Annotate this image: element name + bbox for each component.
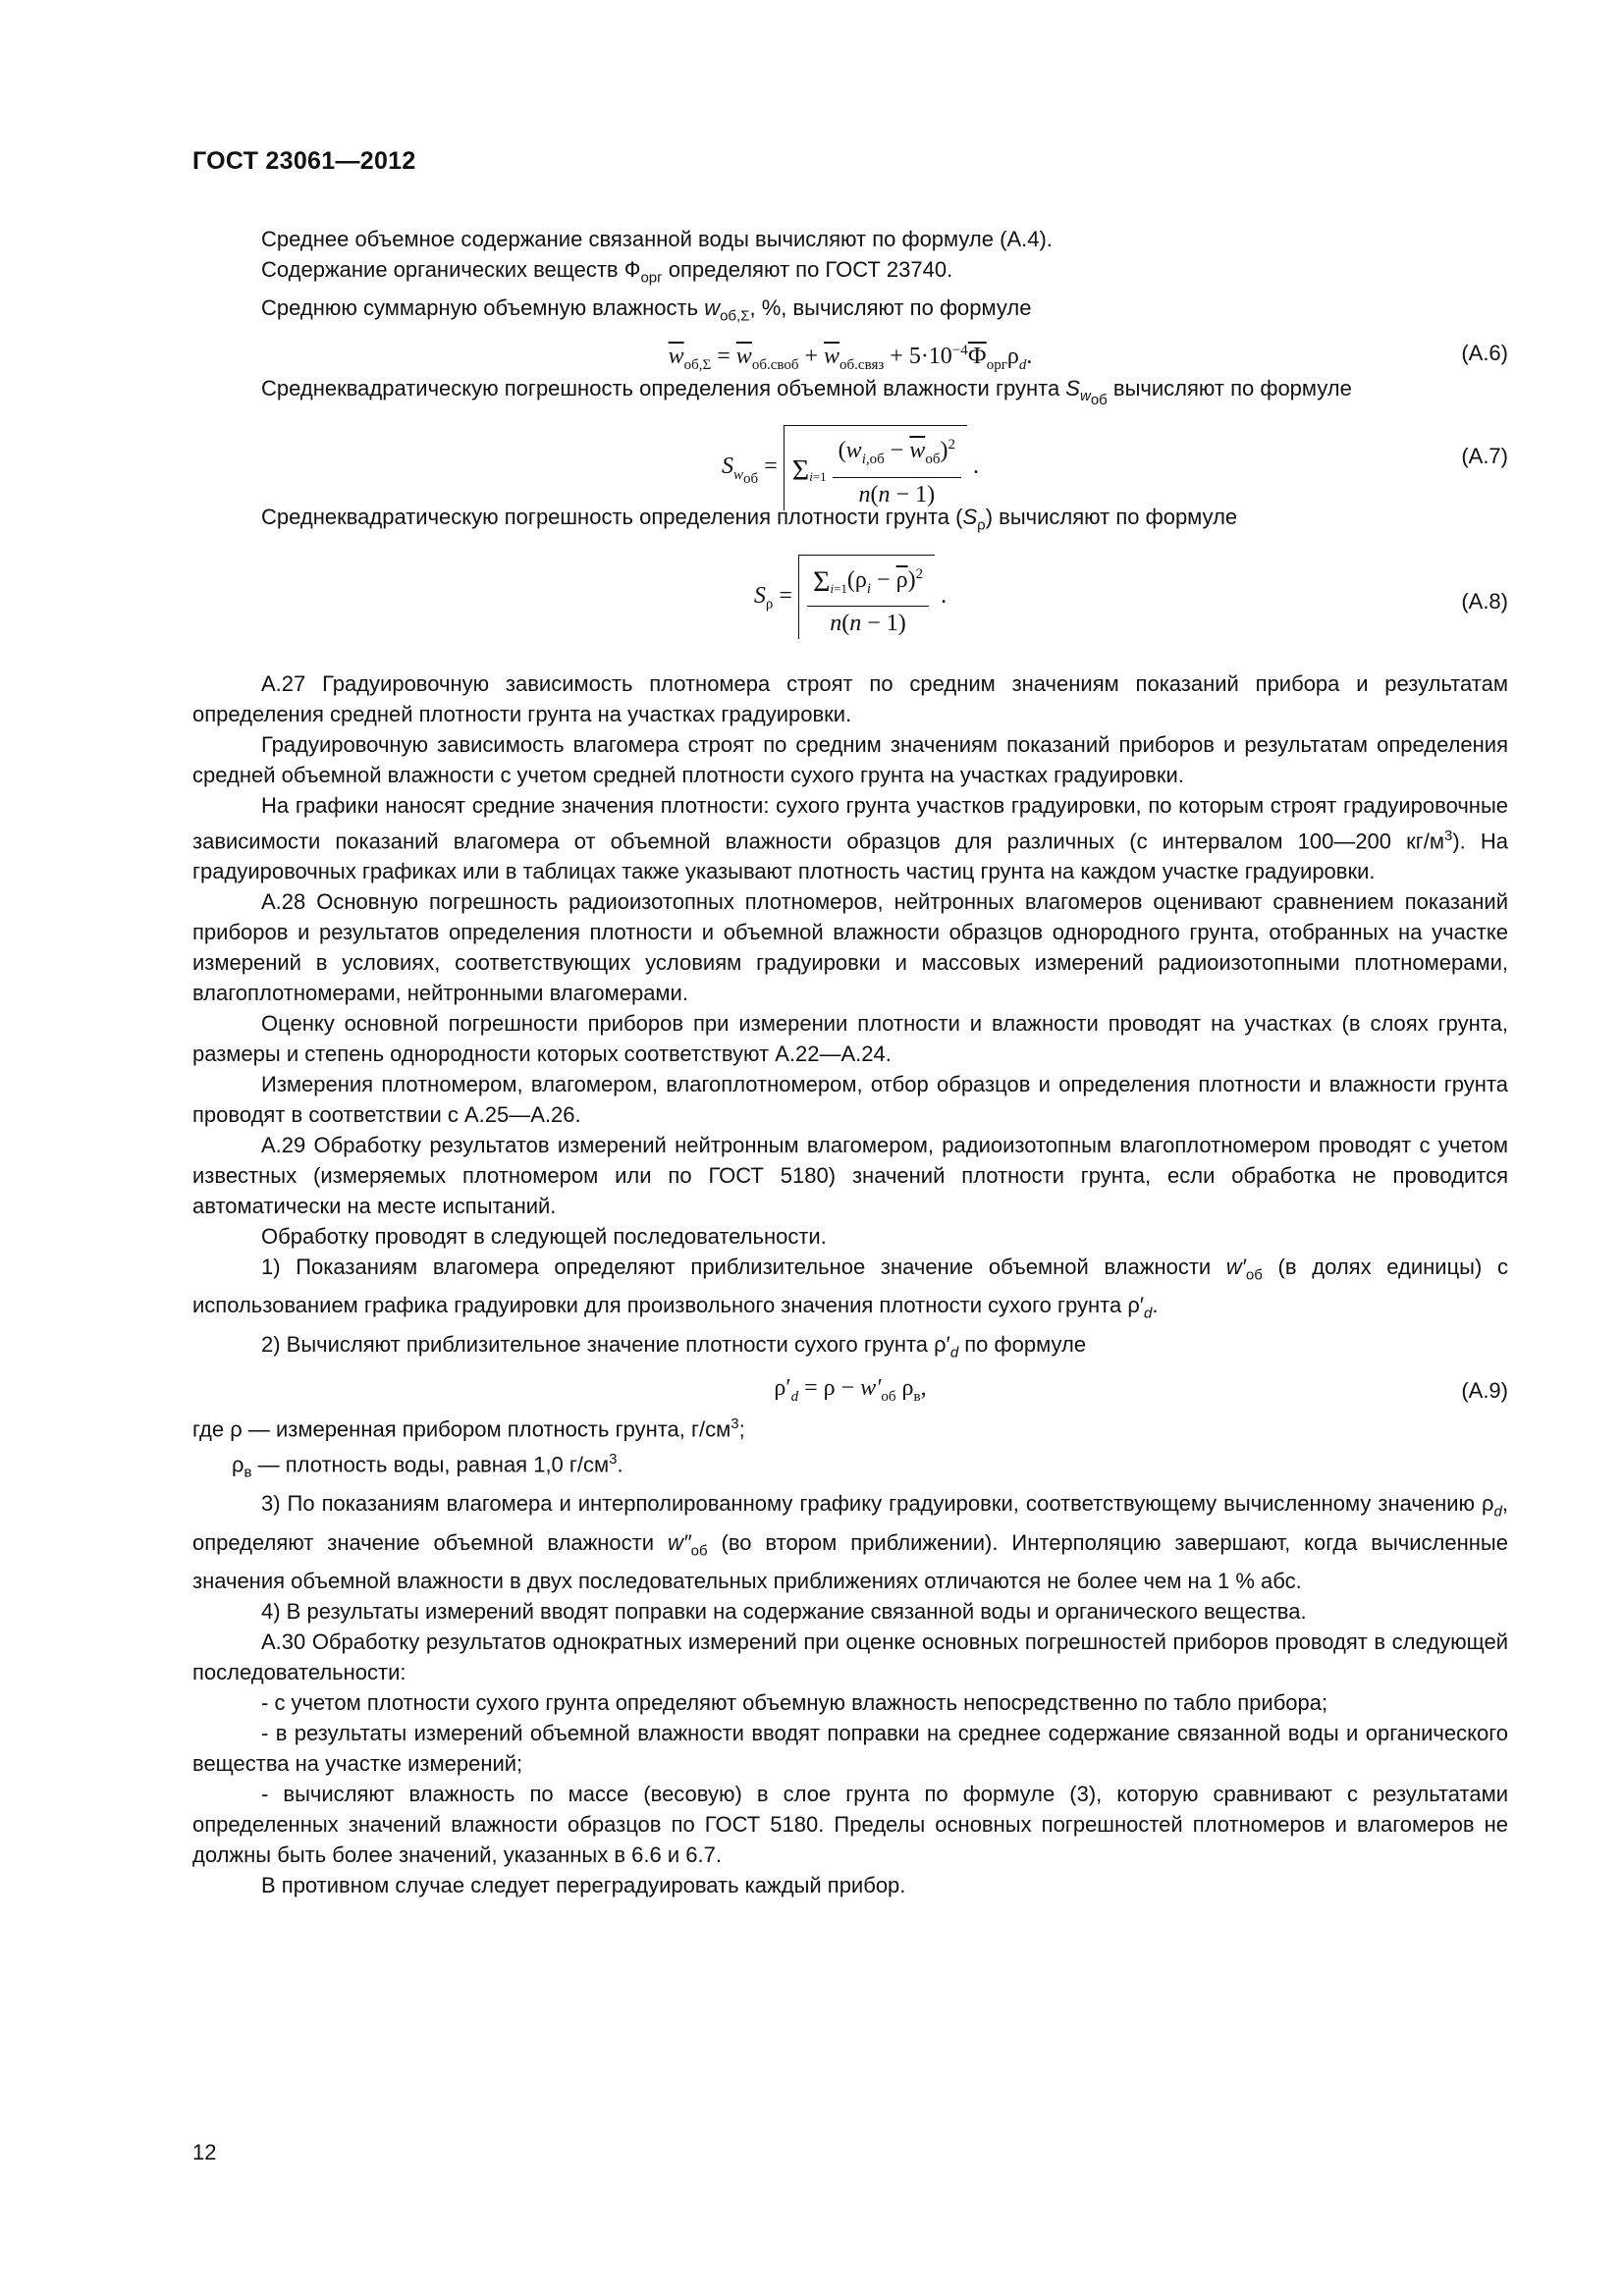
page-body	[192, 224, 1508, 1900]
paragraph: А.28 Основную погрешность радиоизотопных плотномеров, нейтронных влагомеров оценивают сравнением показаний приборов и результатов определения плотности и объемной влажности образцов однородного грунта, отобранных на участке измерений в условиях, соответствующих условиям градуировки и массовых измерений радиоизотопными плотномерами, влагоплотномерами, нейтронными влагомерами.	[192, 888, 1508, 1005]
paragraph: 2) Вычисляют приблизительное значение плотности сухого грунта $\rho'_d$ по формуле	[261, 1331, 1087, 1362]
page-number: 12	[192, 2140, 217, 2164]
paragraph: Среднее объемное содержание связанной воды вычисляют по формуле (А.4).	[261, 227, 1053, 251]
paragraph: 3) По показаниям влагомера и интерполированному графику градуировки, соответствующему вычисленному значению $\rho_d$, определяют значение объемной влажности $w''_{об}$ (во втором приближении). Интерполяцию завершают, когда вычисленные значения объемной влажности в двух последовательных приближениях отличаются не более чем на 1 % абс.	[192, 1491, 1508, 1593]
paragraph: Среднюю суммарную объемную влажность $w_{об,\Sigma}$, %, вычисляют по формуле	[261, 295, 1032, 325]
formula-a7-expression: $S_{w_{об}} = \Sigma_{i=1}$ $\frac{(w_{i,об} - \overline{w}_{об})^2}{n(n - 1)}$ .	[192, 425, 1508, 510]
formula-a9-expression: $\rho'_d = \rho - w'_{об}$ $\rho_в$,	[774, 1375, 927, 1405]
formula-a9	[192, 1367, 1508, 1409]
paragraph: На графики наносят средние значения плотности: сухого грунта участков градуировки, по которым строят градуировочные зависимости показаний влагомера от объемной влажности образцов для различных (с интервалом 100—200 $кг/м^3$). На градуировочных графиках или в таблицах также указывают плотность частиц грунта на каждом участке градуировки.	[192, 792, 1508, 883]
paragraph: В противном случае следует переградуировать каждый прибор.	[261, 1872, 906, 1897]
paragraph: Градуировочную зависимость влагомера строят по средним значениям показаний приборов и результатам определения средней объемной влажности с учетом средней плотности сухого грунта на участках градуировки.	[192, 731, 1508, 787]
paragraph: А.29 Обработку результатов измерений нейтронным влагомером, радиоизотопным влагоплотномером проводят с учетом известных (измеряемых плотномером или по ГОСТ 5180) значений плотности грунта, если обработка не проводится автоматически на месте испытаний.	[192, 1132, 1508, 1218]
paragraph: Измерения плотномером, влагомером, влагоплотномером, отбор образцов и определения плотности и влажности грунта проводят в соответствии с А.25—А.26.	[192, 1071, 1508, 1127]
paragraph: Оценку основной погрешности приборов при измерении плотности и влажности проводят на участках (в слоях грунта, размеры и степень однородности которых соответствуют А.22—А.24.	[192, 1010, 1508, 1066]
where-clause: где ρ — измеренная прибором плотность грунта, $г/см^3$;	[192, 1415, 745, 1442]
formula-a6	[192, 332, 1508, 373]
paragraph: 4) В результаты измерений вводят поправки на содержание связанной воды и органического вещества.	[261, 1598, 1307, 1624]
formula-a8	[192, 541, 1508, 659]
paragraph: Среднеквадратическую погрешность определения плотности грунта $(S_\rho)$ вычисляют по формуле	[261, 505, 1238, 534]
paragraph: А.27 Градуировочную зависимость плотномера строят по средним значениям показаний прибора и результатам определения средней плотности грунта на участках градуировки.	[192, 670, 1508, 726]
document-header: ГОСТ 23061—2012	[192, 147, 416, 175]
formula-number: (А.6)	[1461, 340, 1508, 365]
paragraph: - в результаты измерений объемной влажности вводят поправки на среднее содержание связанной воды и органического вещества на участке измерений;	[192, 1720, 1508, 1776]
formula-a8-expression: $S_\rho$ = $\frac{\Sigma_{i=1}(\rho_i - \overline{\rho})^2}{n(n - 1)}$ .	[192, 555, 1508, 640]
paragraph: Обработку проводят в следующей последовательности.	[261, 1223, 827, 1249]
paragraph: Среднеквадратическую погрешность определения объемной влажности грунта $S_{w_{об}}$ вычисляют по формуле	[261, 375, 1352, 409]
paragraph: - вычисляют влажность по массе (весовую) в слое грунта по формуле (3), которую сравнивают с результатами определенных значений влажности образцов по ГОСТ 5180. Пределы основных погрешностей плотномеров и влагомеров не должны быть более значений, указанных в 6.6 и 6.7.	[192, 1781, 1508, 1867]
formula-number: (А.8)	[1461, 588, 1508, 614]
formula-a7	[192, 415, 1508, 507]
paragraph: Содержание органических веществ $Ф_{орг}$ определяют по ГОСТ 23740.	[261, 257, 953, 287]
where-clause: $\rho_в$ — плотность воды, равная 1,0 $г/см^3$.	[232, 1451, 623, 1482]
formula-a6-expression: $\overline{w}_{об,\Sigma} = \overline{w}_{об.своб} + \overline{w}_{об.связ} + 5\cdot 10^{-4}Ф_{орг}\rho_d$.	[668, 342, 1033, 373]
formula-number: (А.7)	[1461, 444, 1508, 469]
paragraph: - с учетом плотности сухого грунта определяют объемную влажность непосредственно по табло прибора;	[261, 1689, 1328, 1715]
paragraph: 1) Показаниям влагомера определяют приблизительное значение объемной влажности $w'_{об}$ (в долях единицы) с использованием графика градуировки для произвольного значения плотности сухого грунта $\rho'_d$.	[192, 1254, 1508, 1322]
paragraph: А.30 Обработку результатов однократных измерений при оценке основных погрешностей приборов проводят в следующей последовательности:	[192, 1629, 1508, 1684]
formula-number: (А.9)	[1461, 1378, 1508, 1404]
